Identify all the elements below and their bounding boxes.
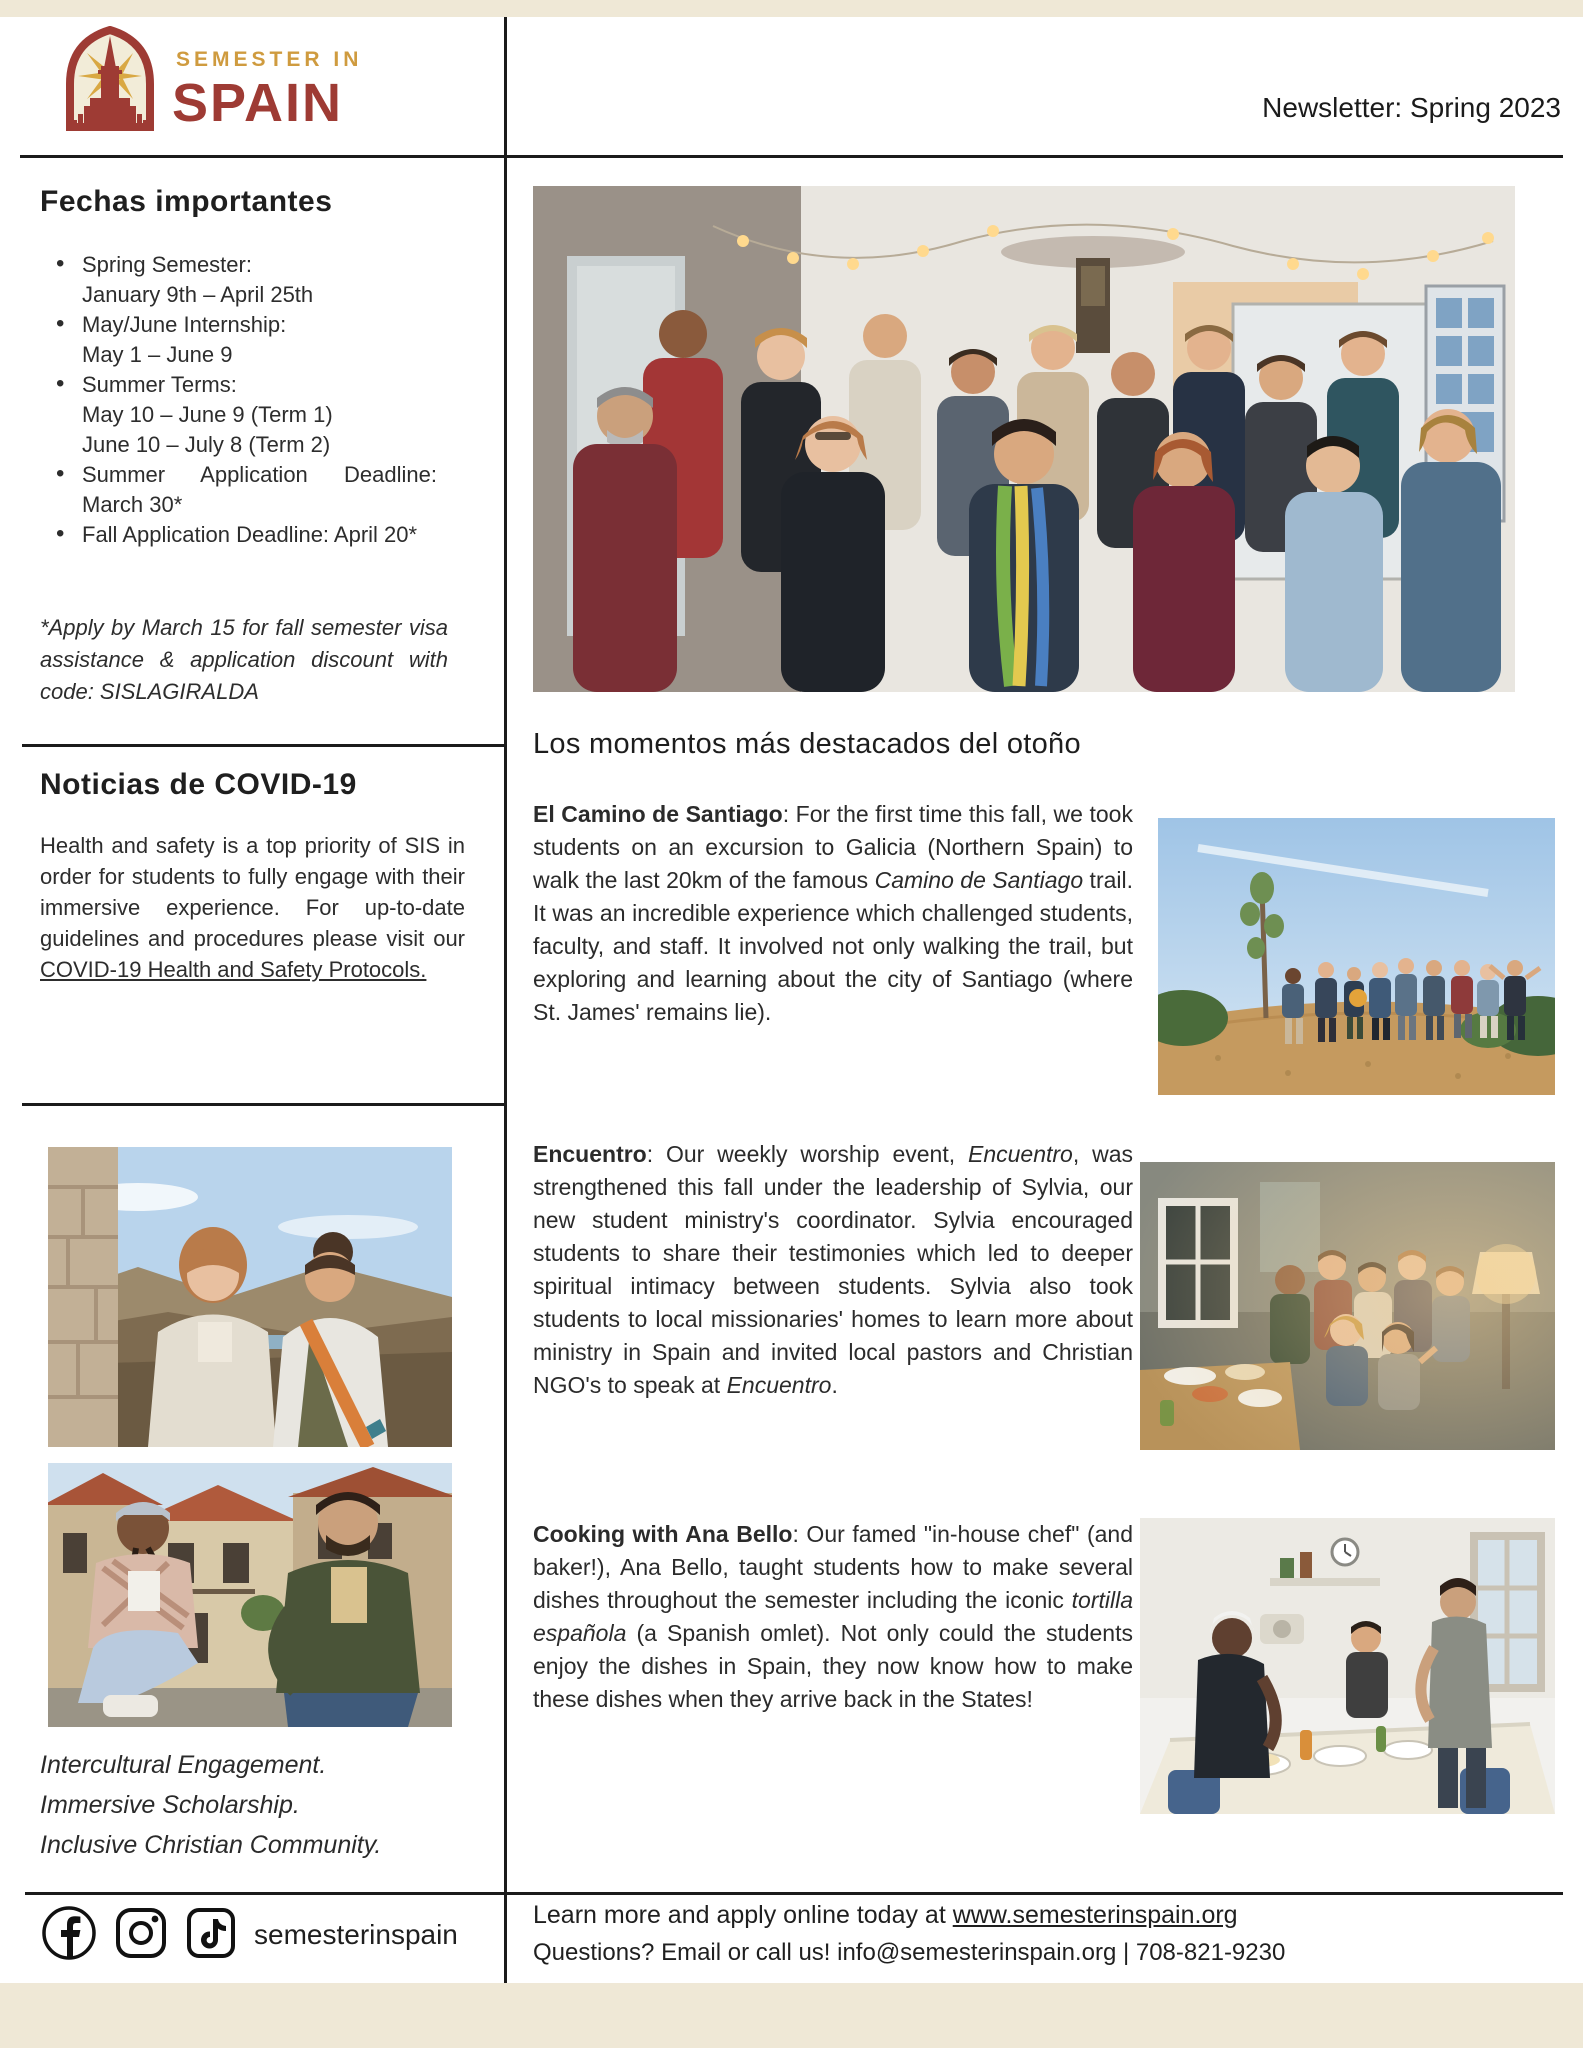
- text-segment: : For the first time this fall, we took students on an excursion to Galicia (Northern Spain) to walk the last 20km of the famous: [533, 801, 1133, 893]
- article-camino-title: El Camino de Santiago: [533, 801, 783, 827]
- text-segment: : Our famed "in-house chef" (and baker!), Ana Bello, taught students how to make several dishes throughout the semester including the iconic: [533, 1521, 1133, 1613]
- logo-line1: SEMESTER IN: [176, 48, 363, 71]
- footer-questions: Questions? Email or call us! info@semesterinspain.org | 708-821-9230: [533, 1939, 1286, 1966]
- footer-learn-more: [533, 1901, 1563, 1930]
- group-photo: [533, 186, 1515, 692]
- footer-divider: [25, 1892, 1563, 1895]
- dates-heading: Fechas importantes: [40, 185, 333, 218]
- sidebar-divider-1: [22, 744, 505, 747]
- date-item: • Summer Terms: May 10 – June 9 (Term 1) June 10 – July 8 (Term 2): [52, 370, 437, 460]
- facebook-icon[interactable]: [40, 1904, 98, 1967]
- tagline-line: Intercultural Engagement.: [40, 1751, 327, 1779]
- text-segment: : Our weekly worship event,: [646, 1141, 968, 1167]
- date-item: • Summer Application Deadline: March 30*: [52, 460, 437, 520]
- date-item: • May/June Internship: May 1 – June 9: [52, 310, 437, 370]
- application-note: *Apply by March 15 for fall semester visa assistance & application discount with code: SISLAGIRALDA: [40, 615, 448, 704]
- logo-line2: SPAIN: [172, 73, 344, 133]
- tiktok-icon[interactable]: [184, 1906, 238, 1965]
- article-cooking-title: Cooking with Ana Bello: [533, 1521, 793, 1547]
- footer-social: [40, 1904, 480, 1966]
- article-cooking: [533, 1518, 1133, 1716]
- text-segment: Camino de Santiago: [874, 867, 1084, 893]
- text-segment: Learn more and apply online today at: [533, 1901, 953, 1929]
- camino-photo: [1158, 818, 1555, 1095]
- covid-heading: Noticias de COVID-19: [40, 768, 357, 801]
- article-encuentro-title: Encuentro: [533, 1141, 647, 1167]
- social-handle: semesterinspain: [254, 1919, 458, 1950]
- encuentro-photo: [1140, 1162, 1555, 1450]
- column-divider: [504, 17, 507, 1983]
- top-cream-bar: [0, 0, 1583, 17]
- article-camino: [533, 798, 1133, 1029]
- text-segment: Encuentro: [967, 1141, 1073, 1167]
- text-segment: , was strengthened this fall under the leadership of Sylvia, our new student ministry's coordinator. Sylvia encouraged students to share their testimonies which led to deeper spiritual intimacy between students. Sylvia also took students to local missionaries' homes to learn more about ministry in Spain and invited local pastors and Christian NGO's to speak at: [533, 1141, 1133, 1398]
- link[interactable]: www.semesterinspain.org: [952, 1901, 1238, 1929]
- article-encuentro: [533, 1138, 1133, 1402]
- logo-icon: [60, 26, 160, 148]
- newsletter-label: Newsletter: Spring 2023: [1262, 92, 1561, 123]
- cooking-photo: [1140, 1518, 1555, 1814]
- sidebar-divider-2: [22, 1103, 505, 1106]
- tagline-line: Immersive Scholarship.: [40, 1791, 300, 1819]
- students-overlook-photo: [48, 1147, 452, 1447]
- highlights-heading: Los momentos más destacados del otoño: [533, 728, 1081, 760]
- date-item: • Fall Application Deadline: April 20*: [52, 520, 437, 550]
- text-segment: tortilla española: [533, 1587, 1133, 1646]
- text-segment: trail. It was an incredible experience which challenged students, faculty, and staff. It involved not only walking the trail, but exploring and learning about the city of Santiago (where St. James' remains lie).: [533, 867, 1134, 1025]
- tagline-line: Inclusive Christian Community.: [40, 1831, 382, 1859]
- tagline: [40, 1745, 381, 1865]
- text-segment: Encuentro: [726, 1372, 832, 1398]
- text-segment: Health and safety is a top priority of SIS in order for students to fully engage with their immersive experience. For up-to-date guidelines and procedures please visit our: [40, 833, 465, 951]
- bottom-cream-bar: [0, 1983, 1583, 2048]
- instagram-icon[interactable]: [114, 1906, 168, 1965]
- header-divider: [20, 155, 1563, 158]
- dates-list: [52, 250, 437, 550]
- link[interactable]: COVID-19 Health and Safety Protocols.: [40, 957, 427, 982]
- text-segment: .: [831, 1372, 838, 1398]
- covid-paragraph: [40, 830, 465, 985]
- text-segment: (a Spanish omlet). Not only could the students enjoy the dishes in Spain, they now know how to make these dishes when they arrive back in the States!: [533, 1620, 1133, 1712]
- date-item: • Spring Semester: January 9th – April 25th: [52, 250, 437, 310]
- students-village-photo: [48, 1463, 452, 1727]
